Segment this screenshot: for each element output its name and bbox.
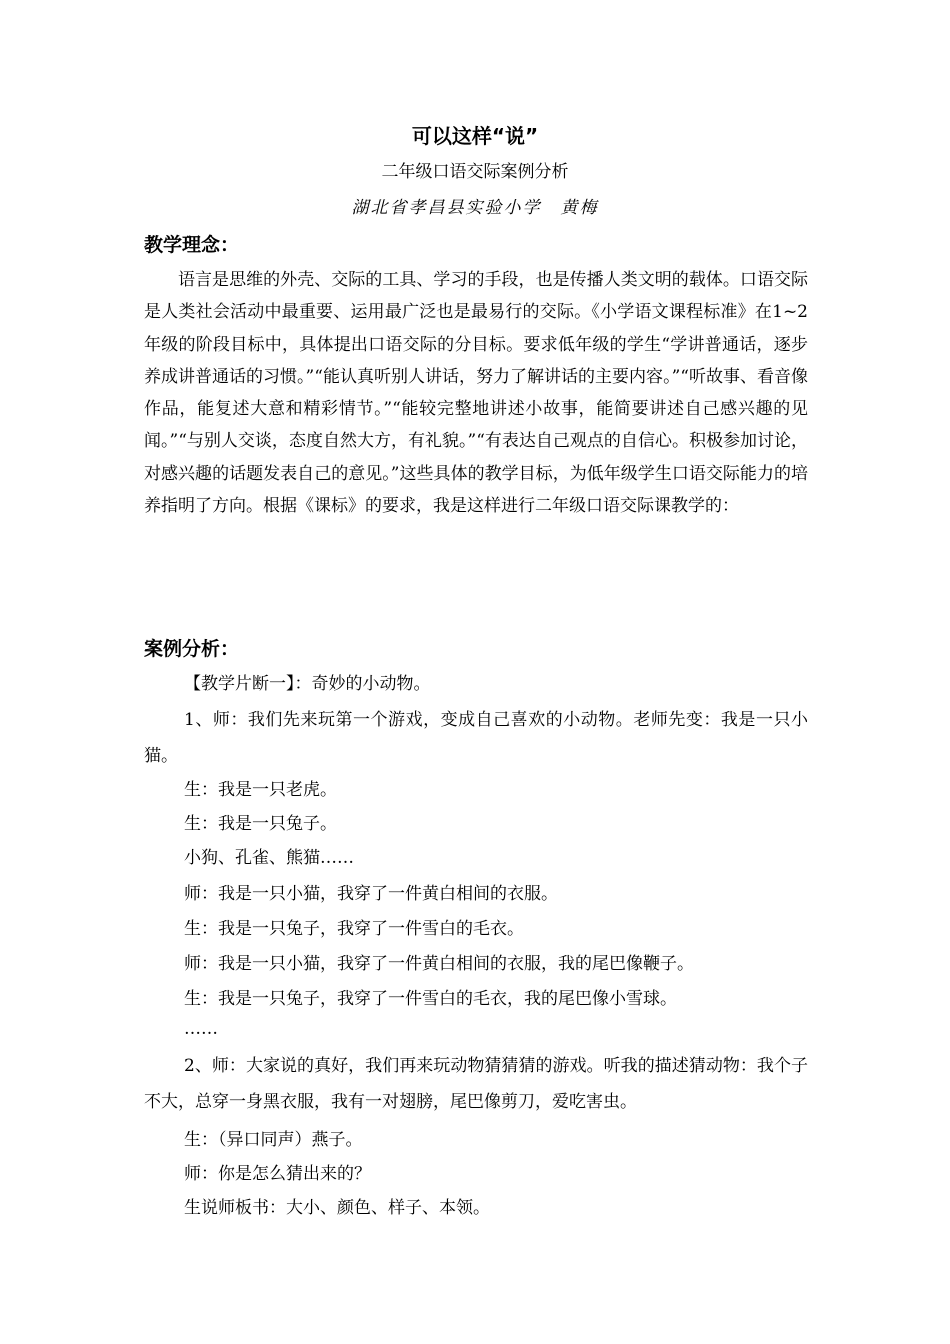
dialogue-line: …… <box>184 1019 218 1039</box>
section-heading-case-analysis: 案例分析： <box>144 638 240 660</box>
section-heading-teaching-philosophy: 教学理念： <box>144 234 240 256</box>
dialogue-line: 生：我是一只兔子。 <box>184 814 337 834</box>
dialogue-line: 生说师板书：大小、颜色、样子、本领。 <box>184 1198 490 1218</box>
dialogue-line: 生：我是一只兔子，我穿了一件雪白的毛衣，我的尾巴像小雪球。 <box>184 989 677 1009</box>
dialogue-line: 小狗、孔雀、熊猫…… <box>184 848 354 868</box>
document-title: 可以这样“说” <box>411 124 539 148</box>
dialogue-line: 生：我是一只老虎。 <box>184 780 337 800</box>
dialogue-item-2: 2、师：大家说的真好，我们再来玩动物猜猜猜的游戏。听我的描述猜动物：我个子不大，总穿一身黑衣服，我有一对翅膀，尾巴像剪刀，爱吃害虫。 <box>144 1056 808 1112</box>
dialogue-line: 师：我是一只小猫，我穿了一件黄白相间的衣服。 <box>184 884 558 904</box>
dialogue-line: 生：我是一只兔子，我穿了一件雪白的毛衣。 <box>184 919 524 939</box>
document-author: 湖北省孝昌县实验小学 黄梅 <box>351 198 599 218</box>
fragment-title: 【教学片断一】：奇妙的小动物。 <box>184 674 431 694</box>
teaching-philosophy-paragraph: 语言是思维的外壳、交际的工具、学习的手段，也是传播人类文明的载体。口语交际是人类社会活动中最重要、运用最广泛也是最易行的交际。《小学语文课程标准》在1~2年级的阶段目标中，具体提出口语交际的分目标。要求低年级的学生“学讲普通话，逐步养成讲普通话的习惯。”“能认真听别人讲话，努力了解讲话的主要内容。”“听故事、看音像作品，能复述大意和精彩情节。”“能较完整地讲述小故事，能简要讲述自己感兴趣的见闻。”“与别人交谈，态度自然大方，有礼貌。”“有表达自己观点的自信心。积极参加讨论，对感兴趣的话题发表自己的意见。”这些具体的教学目标，为低年级学生口语交际能力的培养指明了方向。根据《课标》的要求，我是这样进行二年级口语交际课教学的： <box>144 270 808 517</box>
dialogue-line: 师：我是一只小猫，我穿了一件黄白相间的衣服，我的尾巴像鞭子。 <box>184 954 694 974</box>
dialogue-line: 生：（异口同声）燕子。 <box>184 1130 363 1150</box>
dialogue-line: 师：你是怎么猜出来的？ <box>184 1164 371 1184</box>
dialogue-item-1: 1、师：我们先来玩第一个游戏，变成自己喜欢的小动物。老师先变：我是一只小猫。 <box>144 710 808 766</box>
document-subtitle: 二年级口语交际案例分析 <box>381 162 569 182</box>
